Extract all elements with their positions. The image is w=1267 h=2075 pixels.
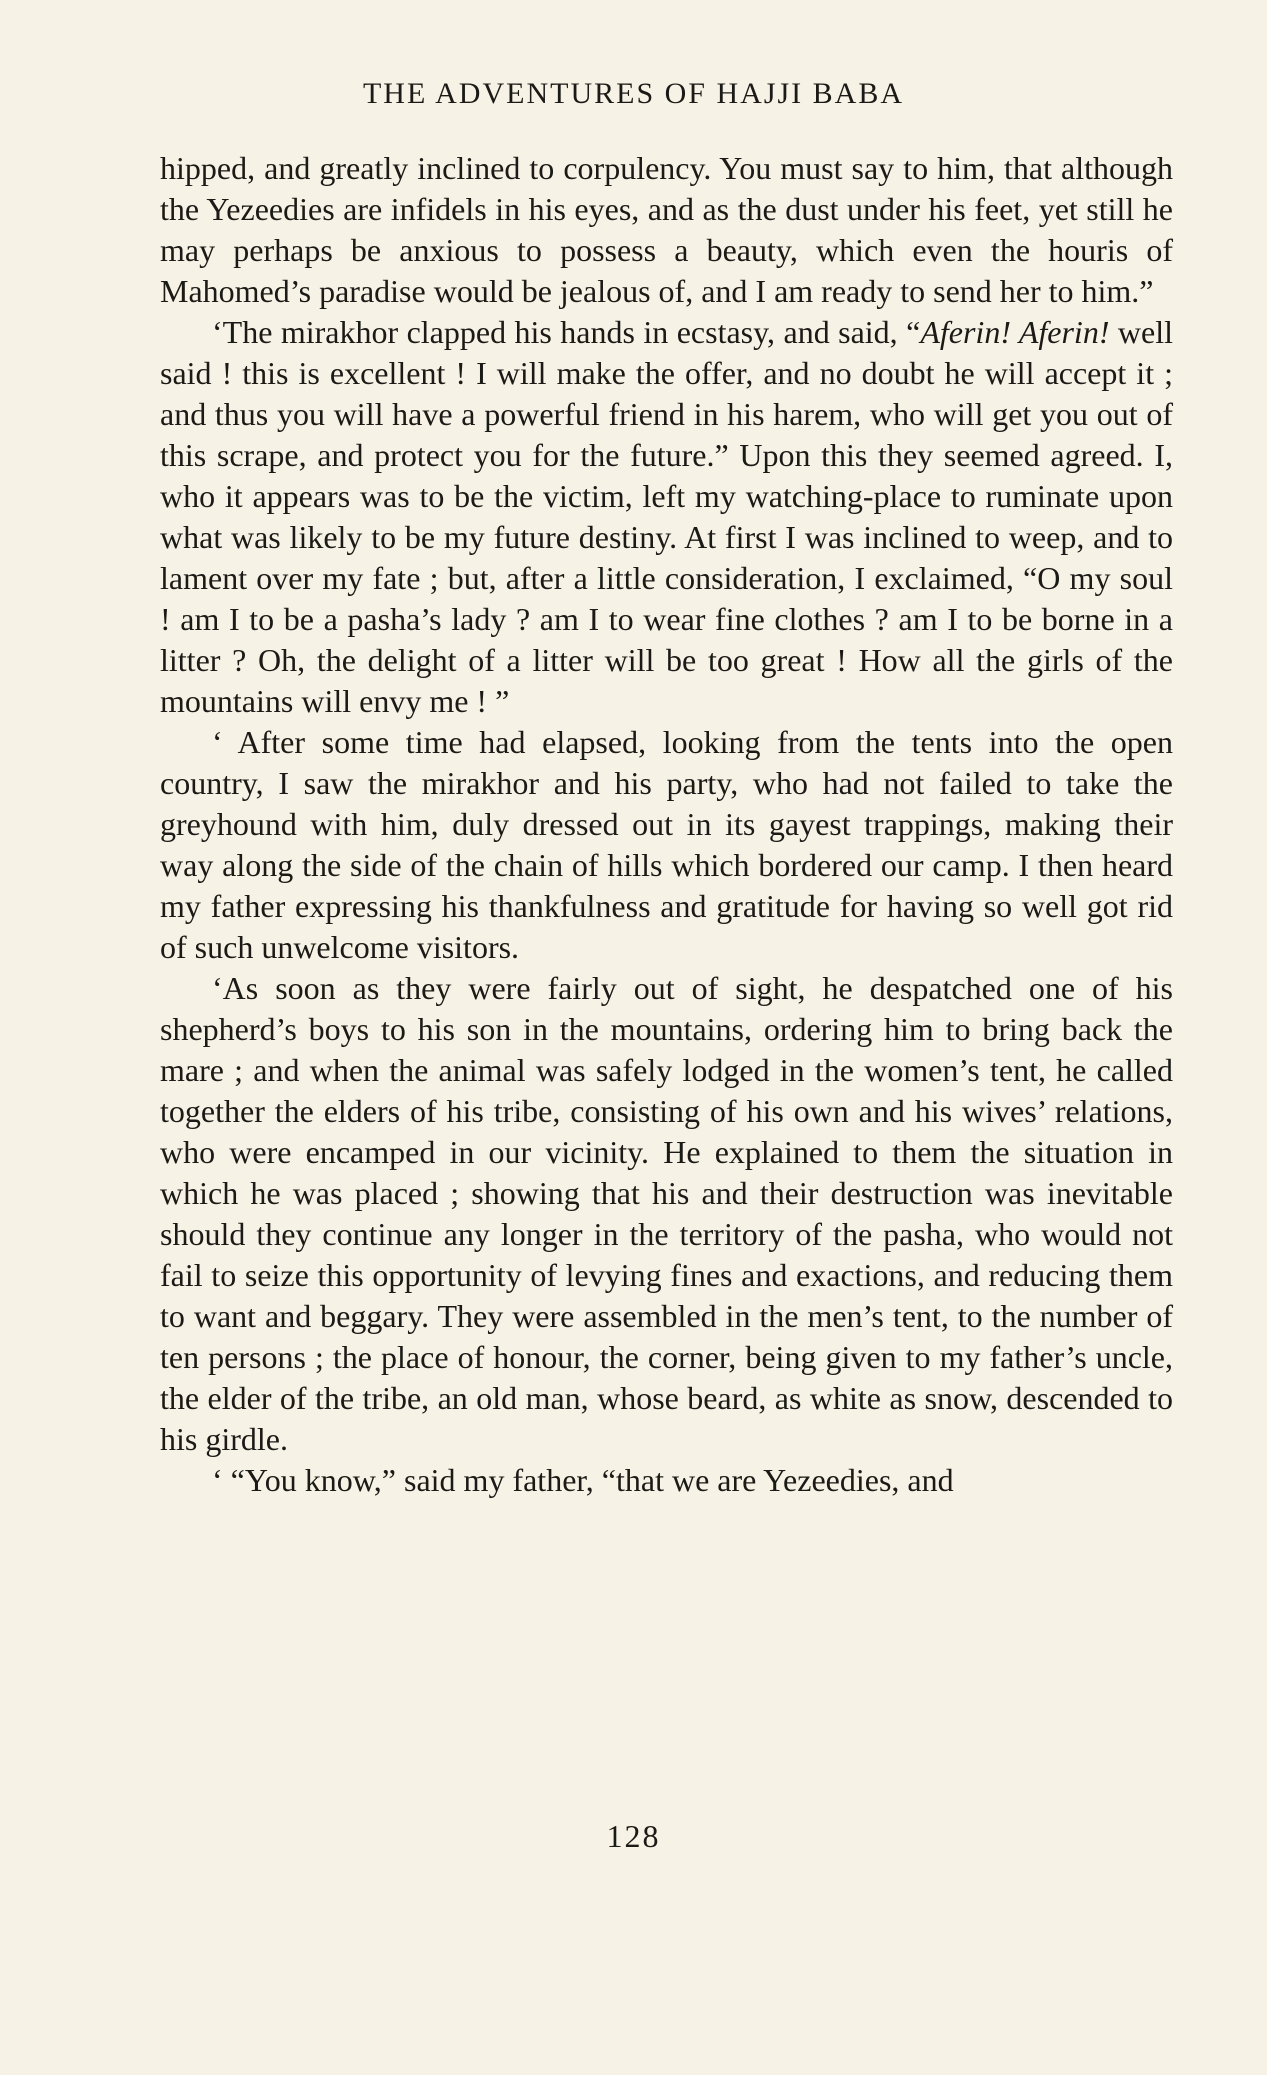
body-text — [160, 148, 1173, 1501]
italic-phrase: Aferin! Aferin! — [920, 314, 1110, 350]
paragraph-departure: ‘ After some time had elapsed, looking from the tents into the open country, I saw the mirakhor and his party, who had not failed to take the greyhound with him, duly dressed out in its gayest trappings, making their way along the side of the chain of hills which bordered our camp. I then heard my father expressing his thankfulness and gratitude for having so well got rid of such unwelcome visitors. — [160, 724, 1173, 965]
paragraph-elders: ‘As soon as they were fairly out of sight, he despatched one of his shepherd’s boys to his son in the mountains, ordering him to bring back the mare ; and when the animal was safely lodged in the women’s tent, he called together the elders of his tribe, consisting of his own and his wives’ relations, who were encamped in our vicinity. He explained to them the situation in which he was placed ; showing that his and their destruction was inevitable should they continue any longer in the territory of the pasha, who would not fail to seize this opportunity of levying fines and exactions, and reducing them to want and beggary. They were assembled in the men’s tent, to the number of ten persons ; the place of honour, the corner, being given to my father’s uncle, the elder of the tribe, an old man, whose beard, as white as snow, descended to his girdle. — [160, 970, 1173, 1457]
page-number: 128 — [606, 1818, 661, 1854]
paragraph-mirakhor — [160, 312, 1173, 722]
paragraph-text: well said ! this is excellent ! I will make the offer, and no doubt he will accept it ; and thus you will have a powerful friend in his harem, who will get you out of this scrape, and protect you for the future.” Upon this they seemed agreed. I, who it appears was to be the victim, left my watching-place to ruminate upon what was likely to be my future destiny. At first I was inclined to weep, and to lament over my fate ; but, after a little consideration, I exclaimed, “O my soul ! am I to be a pasha’s lady ? am I to wear fine clothes ? am I to be borne in a litter ? Oh, the delight of a litter will be too great ! How all the girls of the mountains will envy me ! ” — [160, 314, 1174, 719]
paragraph-text: ‘The mirakhor clapped his hands in ecstasy, and said, “ — [212, 314, 921, 350]
paragraph-father-speech: ‘ “You know,” said my father, “that we are Yezeedies, and — [212, 1462, 954, 1498]
running-head: THE ADVENTURES OF HAJJI BABA — [362, 77, 905, 110]
paragraph-continuation: hipped, and greatly inclined to corpulency. You must say to him, that although the Yezeedies are infidels in his eyes, and as the dust under his feet, yet still he may perhaps be anxious to possess a beauty, which even the houris of Mahomed’s paradise would be jealous of, and I am ready to send her to him.” — [160, 150, 1173, 309]
